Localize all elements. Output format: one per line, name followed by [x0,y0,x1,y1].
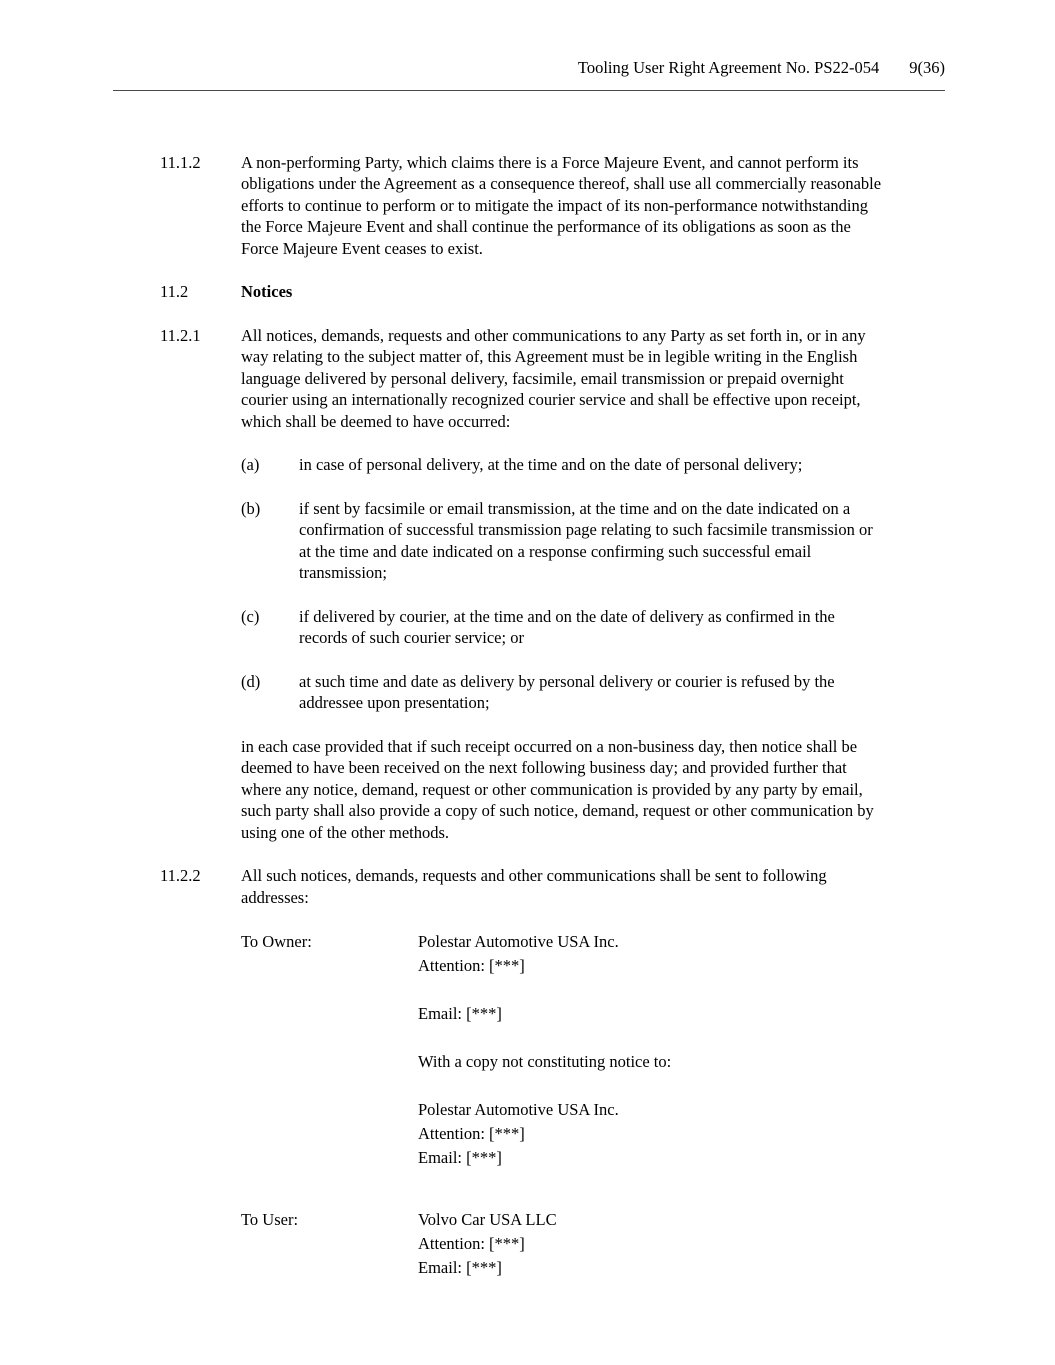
list-item-text: if delivered by courier, at the time and on the date of delivery as confirmed in the records of such courier service; or [299,606,835,647]
clause-11-2-2 [160,865,890,908]
address-line: Volvo Car USA LLC [418,1210,557,1229]
list-item-label: (c) [241,606,260,626]
list-item-label: (b) [241,498,261,518]
list-item-label: (a) [241,455,260,474]
clause-number: 11.2 [160,282,189,301]
address-group [418,1208,890,1280]
address-line: Email: [***] [418,1004,502,1023]
address-lines [418,1208,890,1280]
address-label: To Owner: [241,932,312,951]
page-number: 9(36) [909,58,945,77]
address-label: To User: [241,1210,299,1229]
address-group [418,1098,890,1170]
clause-11-2-1 [160,325,890,433]
address-lines [418,930,890,1170]
clause-11-2-1-continuation [160,736,890,844]
list-item-c [241,606,890,649]
section-heading: Notices [241,282,293,301]
clause-text: A non-performing Party, which claims there is a Force Majeure Event, and cannot perform its obligations under the Agreement as a consequence thereof, shall use all commercially reasonable efforts to continue to perform or to mitigate the impact of its non-performance notwithstanding the Force Majeure Event and shall continue the performance of its obligations as soon as the Force Majeure Event ceases to exist. [241,152,882,258]
clause-number-spacer [160,736,241,844]
address-group [418,1002,890,1026]
address-line: Email: [***] [418,1148,502,1167]
address-group [418,1050,890,1074]
address-line: Polestar Automotive USA Inc. [418,932,619,951]
clause-number: 11.1.2 [160,152,201,172]
address-line: Email: [***] [418,1258,502,1277]
address-group [418,930,890,978]
clause-text: All such notices, demands, requests and other communications shall be sent to following addresses: [241,866,827,907]
document-body [0,91,1055,1281]
address-line: Attention: [***] [418,1124,525,1143]
list-item-d [241,671,890,714]
clause-text: All notices, demands, requests and other communications to any Party as set forth in, or in any way relating to the subject matter of, this Agreement must be in legible writing in the English language delivered by personal delivery, facsimile, email transmission or prepaid overnight courier using an internationally recognized courier service and shall be effective upon receipt, which shall be deemed to have occurred: [241,325,866,431]
clause-text: in each case provided that if such receipt occurred on a non-business day, then notice shall be deemed to have been received on the next following business day; and provided further that where any notice, demand, request or other communication is provided by any party by email, such party shall also provide a copy of such notice, demand, request or other communication by using one of the other methods. [241,736,874,842]
clause-11-1-2 [160,152,890,260]
clause-11-2 [160,281,890,303]
clause-number: 11.2.1 [160,325,201,345]
address-line: Attention: [***] [418,1234,525,1253]
address-line: Attention: [***] [418,956,525,975]
address-line: Polestar Automotive USA Inc. [418,1100,619,1119]
list-item-text: at such time and date as delivery by personal delivery or courier is refused by the addressee upon presentation; [299,671,835,712]
list-item-a [241,454,890,476]
address-line: With a copy not constituting notice to: [418,1052,672,1071]
list-item-label: (d) [241,671,261,691]
list-item-text: in case of personal delivery, at the time and on the date of personal delivery; [299,455,803,474]
list-item-b [241,498,890,584]
clause-number: 11.2.2 [160,866,201,885]
owner-address-block [241,930,890,1170]
document-title: Tooling User Right Agreement No. PS22-054 [577,58,880,77]
list-item-text: if sent by facsimile or email transmission, at the time and on the date indicated on a confirmation of successful transmission page relating to such facsimile transmission or at the time and date indicated on a response confirming such successful email transmission; [299,498,873,582]
address-row [241,930,890,1170]
user-address-block [241,1208,890,1280]
address-row [241,1208,890,1280]
page-header [113,0,945,91]
